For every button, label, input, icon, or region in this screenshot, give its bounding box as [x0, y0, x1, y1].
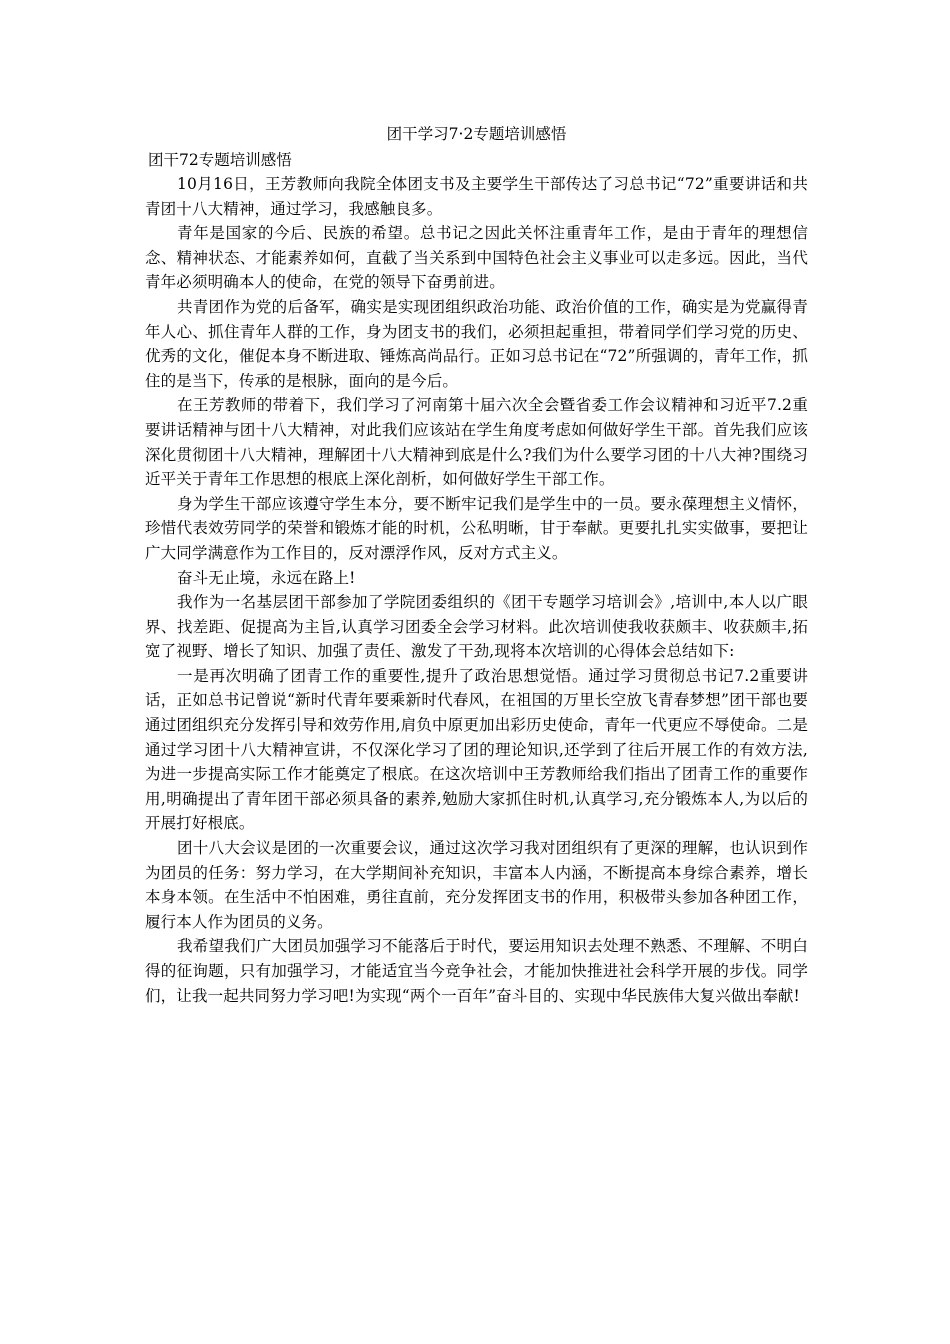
paragraph-1: 10月16日，王芳教师向我院全体团支书及主要学生干部传达了习总书记“72”重要讲话和共青团十八大精神，通过学习，我感触良多。 — [145, 175, 808, 218]
paragraph-5: 身为学生干部应该遵守学生本分，要不断牢记我们是学生中的一员。要永葆理想主义情怀，珍惜代表效劳同学的荣誉和锻炼才能的时机，公私明晰，甘于奉献。更要扎扎实实做事，要把让广大同学满意作为工作目的，反对漂浮作风，反对方式主义。 — [145, 494, 808, 562]
paragraph-8: 一是再次明确了团青工作的重要性,提升了政治思想觉悟。通过学习贯彻总书记7.2重要讲话，正如总书记曾说“新时代青年要乘新时代春风，在祖国的万里长空放飞青春梦想”团干部也要通过团组织充分发挥引导和效劳作用,肩负中原更加出彩历史使命，青年一代更应不辱使命。二是通过学习团十八大精神宣讲，不仅深化学习了团的理论知识,还学到了往后开展工作的有效方法,为进一步提高实际工作才能奠定了根底。在这次培训中王芳教师给我们指出了团青工作的重要作用,明确提出了青年团干部必须具备的素养,勉励大家抓住时机,认真学习,充分锻炼本人,为以后的开展打好根底。 — [145, 666, 808, 833]
document-page — [145, 122, 808, 1008]
paragraph-10: 我希望我们广大团员加强学习不能落后于时代，要运用知识去处理不熟悉、不理解、不明白得的征询题，只有加强学习，才能适宜当今竞争社会，才能加快推进社会科学开展的步伐。同学们，让我一起共同努力学习吧!为实现“两个一百年”奋斗目的、实现中华民族伟大复兴做出奉献! — [145, 937, 808, 1005]
paragraph-4: 在王芳教师的带着下，我们学习了河南第十届六次全会暨省委工作会议精神和习近平7.2重要讲话精神与团十八大精神，对此我们应该站在学生角度考虑如何做好学生干部。首先我们应该深化贯彻团十八大精神，理解团十八大精神到底是什么?我们为什么要学习团的十八大神?围绕习近平关于青年工作思想的根底上深化剖析，如何做好学生干部工作。 — [145, 396, 808, 489]
document-title: 团干学习7·2专题培训感悟 — [386, 125, 567, 143]
document-subtitle: 团干72专题培训感悟 — [148, 151, 292, 169]
paragraph-6: 奋斗无止境，永远在路上! — [177, 568, 356, 587]
paragraph-9: 团十八大会议是团的一次重要会议，通过这次学习我对团组织有了更深的理解，也认识到作为团员的任务：努力学习，在大学期间补充知识，丰富本人内涵，不断提高本身综合素养，增长本身本领。在生活中不怕困难，勇往直前，充分发挥团支书的作用，积极带头参加各种团工作，履行本人作为团员的义务。 — [145, 839, 808, 931]
paragraph-3: 共青团作为党的后备军，确实是实现团组织政治功能、政治价值的工作，确实是为党赢得青年人心、抓住青年人群的工作，身为团支书的我们，必须担起重担，带着同学们学习党的历史、优秀的文化，催促本身不断进取、锤炼高尚品行。正如习总书记在“72”所强调的，青年工作，抓住的是当下，传承的是根脉，面向的是今后。 — [145, 297, 808, 390]
paragraph-2: 青年是国家的今后、民族的希望。总书记之因此关怀注重青年工作，是由于青年的理想信念、精神状态、才能素养如何，直截了当关系到中国特色社会主义事业可以走多远。因此，当代青年必须明确本人的使命，在党的领导下奋勇前进。 — [145, 224, 808, 292]
paragraph-7: 我作为一名基层团干部参加了学院团委组织的《团干专题学习培训会》,培训中,本人以广眼界、找差距、促提高为主旨,认真学习团委全会学习材料。此次培训使我收获颇丰、收获颇丰,拓宽了视野、增长了知识、加强了责任、激发了干劲,现将本次培训的心得体会总结如下: — [145, 593, 808, 661]
